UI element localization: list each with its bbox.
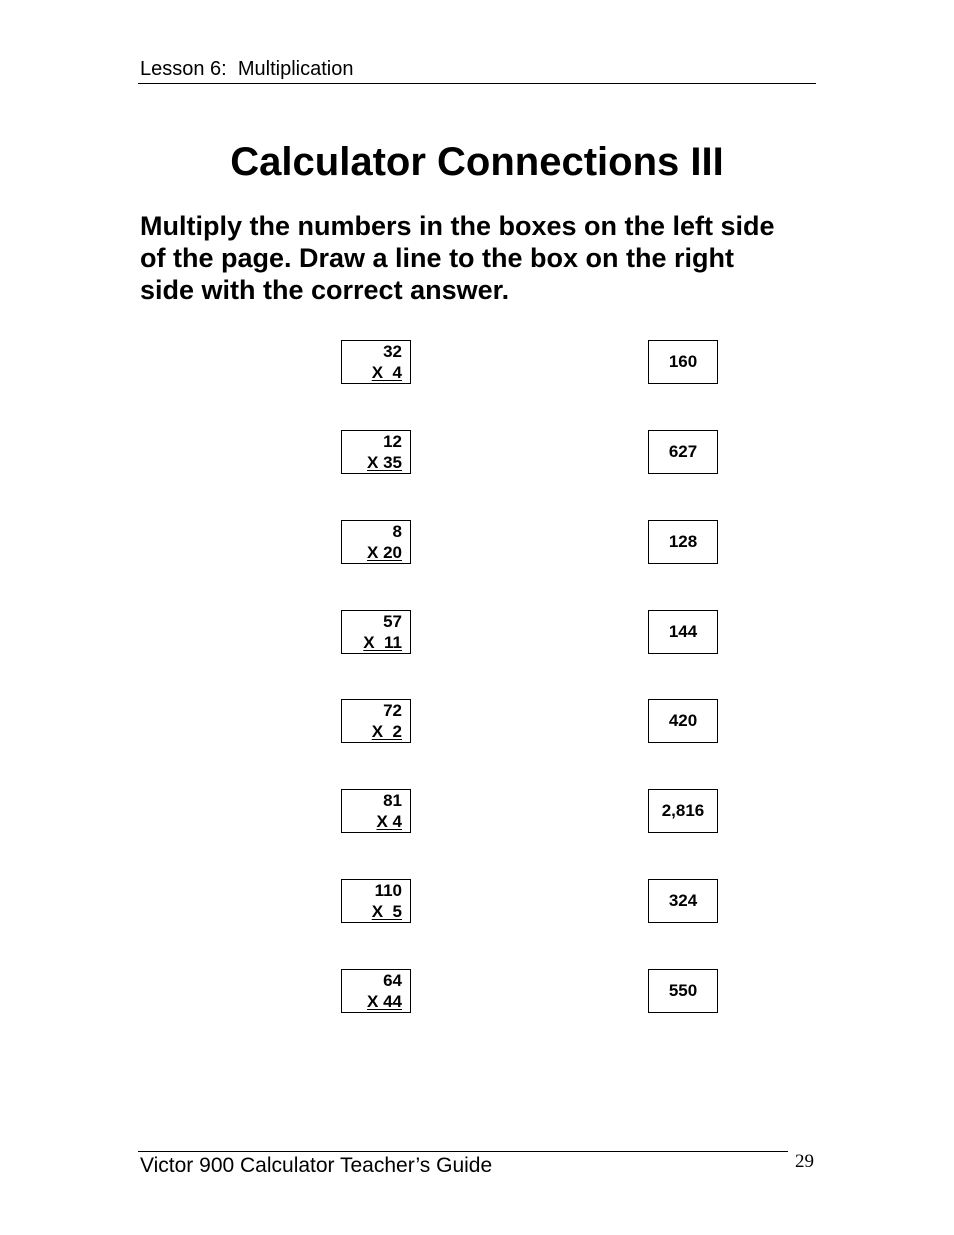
- header-lesson-title: Lesson 6: Multiplication: [140, 58, 354, 80]
- problem-box-2[interactable]: [341, 430, 411, 474]
- problem-multiplicand: 32: [383, 342, 402, 361]
- page-number: 29: [795, 1151, 814, 1172]
- answer-box-4[interactable]: 144: [648, 610, 718, 654]
- problem-multiplicand: 81: [383, 791, 402, 810]
- problem-multiplicand: 57: [383, 612, 402, 631]
- problem-multiplier: X 5: [371, 902, 402, 921]
- problem-box-8[interactable]: [341, 969, 411, 1013]
- problem-box-1[interactable]: [341, 340, 411, 384]
- instructions: Multiply the numbers in the boxes on the left side of the page. Draw a line to the box on the right side with the correct answer.: [140, 211, 775, 305]
- problem-box-5[interactable]: [341, 699, 411, 743]
- answer-box-7[interactable]: 324: [648, 879, 718, 923]
- problem-multiplier: X 35: [367, 453, 402, 472]
- problem-multiplicand: 110: [374, 881, 402, 900]
- problem-box-7[interactable]: [341, 879, 411, 923]
- problem-multiplicand: 72: [383, 701, 402, 720]
- answer-box-5[interactable]: 420: [648, 699, 718, 743]
- answer-box-6[interactable]: 2,816: [648, 789, 718, 833]
- problem-box-6[interactable]: [341, 789, 411, 833]
- footer-divider: [138, 1151, 788, 1152]
- footer-guide-title: Victor 900 Calculator Teacher’s Guide: [140, 1154, 493, 1177]
- answer-box-1[interactable]: 160: [648, 340, 718, 384]
- problem-box-4[interactable]: [341, 610, 411, 654]
- answer-box-3[interactable]: 128: [648, 520, 718, 564]
- problem-multiplier: X 2: [371, 722, 402, 741]
- answer-box-8[interactable]: 550: [648, 969, 718, 1013]
- answer-box-2[interactable]: 627: [648, 430, 718, 474]
- problem-multiplier: X 11: [363, 633, 402, 652]
- problem-multiplier: X 20: [367, 543, 402, 562]
- problem-box-3[interactable]: [341, 520, 411, 564]
- problem-multiplicand: 8: [392, 522, 402, 541]
- problem-multiplier: X 44: [367, 992, 402, 1011]
- page-title: Calculator Connections III: [230, 140, 724, 184]
- problem-multiplicand: 64: [383, 971, 402, 990]
- problem-multiplicand: 12: [383, 432, 402, 451]
- problem-multiplier: X 4: [371, 363, 402, 382]
- problem-multiplier: X 4: [376, 812, 402, 831]
- header-divider: [138, 83, 816, 84]
